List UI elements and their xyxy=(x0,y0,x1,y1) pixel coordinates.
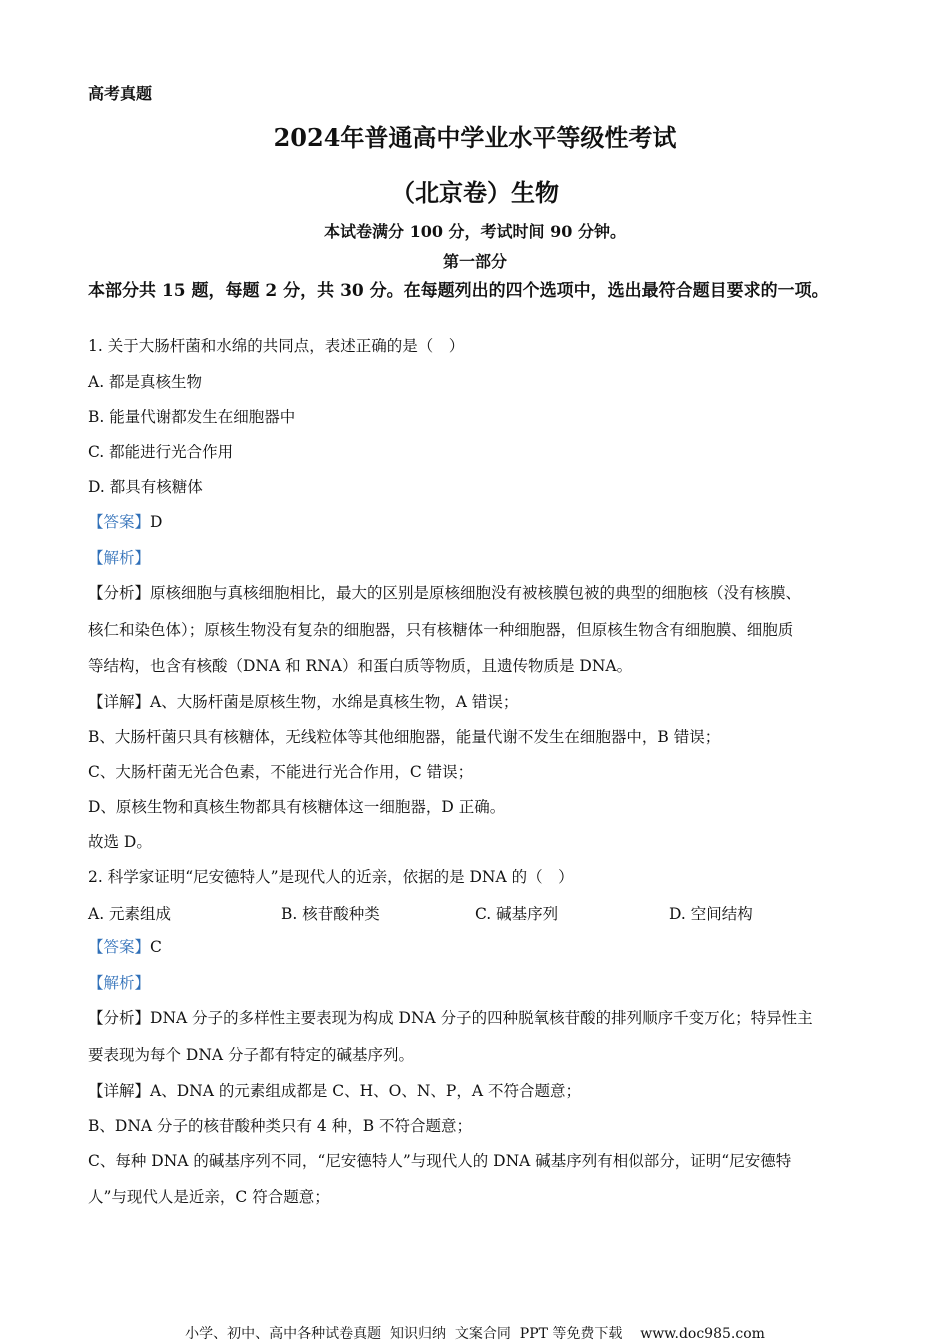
q1-answer xyxy=(88,512,863,532)
q2-option-b: B. 核苷酸种类 xyxy=(281,905,380,923)
q2-xiangjie-line-3: C、每种 DNA 的碱基序列不同，“尼安德特人”与现代人的 DNA 碱基序列有相似部分，证明“尼安德特 xyxy=(88,1152,792,1170)
q2-fenxi-line-1 xyxy=(88,1008,863,1028)
q2-answer xyxy=(88,937,863,957)
q1-xiangjie-line-4: D、原核生物和真核生物都具有核糖体这一细胞器，D 正确。 xyxy=(88,798,506,816)
xiangjie-label: 【详解】 xyxy=(88,1082,151,1100)
q1-xiangjie-line-2: B、大肠杆菌只具有核糖体，无线粒体等其他细胞器，能量代谢不发生在细胞器中，B 错误； xyxy=(88,728,721,746)
exam-subtitle: （北京卷）生物 xyxy=(391,178,559,207)
answer-value: D xyxy=(150,513,163,531)
exam-info: 本试卷满分 100 分，考试时间 90 分钟。 xyxy=(324,222,626,241)
answer-label: 【答案】 xyxy=(88,513,151,531)
fenxi-text: DNA 分子的多样性主要表现为构成 DNA 分子的四种脱氧核苷酸的排列顺序千变万化；特异性主 xyxy=(150,1009,813,1027)
q1-option-b: B. 能量代谢都发生在细胞器中 xyxy=(88,408,296,426)
xiangjie-text: A、DNA 的元素组成都是 C、H、O、N、P，A 不符合题意； xyxy=(150,1082,581,1100)
page-footer: 小学、初中、高中各种试卷真题 知识归纳 文案合同 PPT 等免费下载 www.doc985.com xyxy=(185,1326,765,1342)
part-intro: 本部分共 15 题，每题 2 分，共 30 分。在每题列出的四个选项中，选出最符合题目要求的一项。 xyxy=(88,281,829,301)
q2-xiangjie-line-4: 人”与现代人是近亲，C 符合题意； xyxy=(88,1188,330,1206)
q2-fenxi-line-2: 要表现为每个 DNA 分子都有特定的碱基序列。 xyxy=(88,1046,415,1064)
q1-fenxi-line-1 xyxy=(88,583,863,603)
part-heading: 第一部分 xyxy=(442,252,507,271)
q1-option-c: C. 都能进行光合作用 xyxy=(88,443,234,461)
q1-option-a: A. 都是真核生物 xyxy=(88,373,203,391)
q1-stem: 1. 关于大肠杆菌和水绵的共同点，表述正确的是（ ） xyxy=(88,337,465,355)
fenxi-text: 原核细胞与真核细胞相比，最大的区别是原核细胞没有被核膜包被的典型的细胞核（没有核膜、 xyxy=(150,584,802,602)
q2-xiangjie-line-2: B、DNA 分子的核苷酸种类只有 4 种，B 不符合题意； xyxy=(88,1117,473,1135)
fenxi-label: 【分析】 xyxy=(88,1009,151,1027)
q1-xiangjie-line-3: C、大肠杆菌无光合色素，不能进行光合作用，C 错误； xyxy=(88,763,474,781)
exam-title: 2024年普通高中学业水平等级性考试 xyxy=(273,123,677,152)
q2-xiangjie-line-1 xyxy=(88,1081,863,1101)
q2-option-d: D. 空间结构 xyxy=(669,905,753,923)
fenxi-label: 【分析】 xyxy=(88,584,151,602)
q1-fenxi-line-2: 核仁和染色体）；原核生物没有复杂的细胞器，只有核糖体一种细胞器，但原核生物含有细胞膜、细胞质 xyxy=(88,621,794,639)
q1-option-d: D. 都具有核糖体 xyxy=(88,478,203,496)
q1-conclusion: 故选 D。 xyxy=(88,833,152,851)
answer-label: 【答案】 xyxy=(88,938,151,956)
q2-stem: 2. 科学家证明“尼安德特人”是现代人的近亲，依据的是 DNA 的（ ） xyxy=(88,868,574,886)
q1-xiangjie-line-1 xyxy=(88,692,863,712)
xiangjie-text: A、大肠杆菌是原核生物，水绵是真核生物，A 错误； xyxy=(150,693,519,711)
q2-option-a: A. 元素组成 xyxy=(88,905,172,923)
xiangjie-label: 【详解】 xyxy=(88,693,151,711)
q1-fenxi-line-3: 等结构，也含有核酸（DNA 和 RNA）和蛋白质等物质，且遗传物质是 DNA。 xyxy=(88,657,633,675)
q2-analysis-label: 【解析】 xyxy=(88,974,151,992)
doc-tag: 高考真题 xyxy=(88,84,153,103)
q2-option-c: C. 碱基序列 xyxy=(475,905,559,923)
q1-analysis-label: 【解析】 xyxy=(88,549,151,567)
answer-value: C xyxy=(150,938,162,956)
